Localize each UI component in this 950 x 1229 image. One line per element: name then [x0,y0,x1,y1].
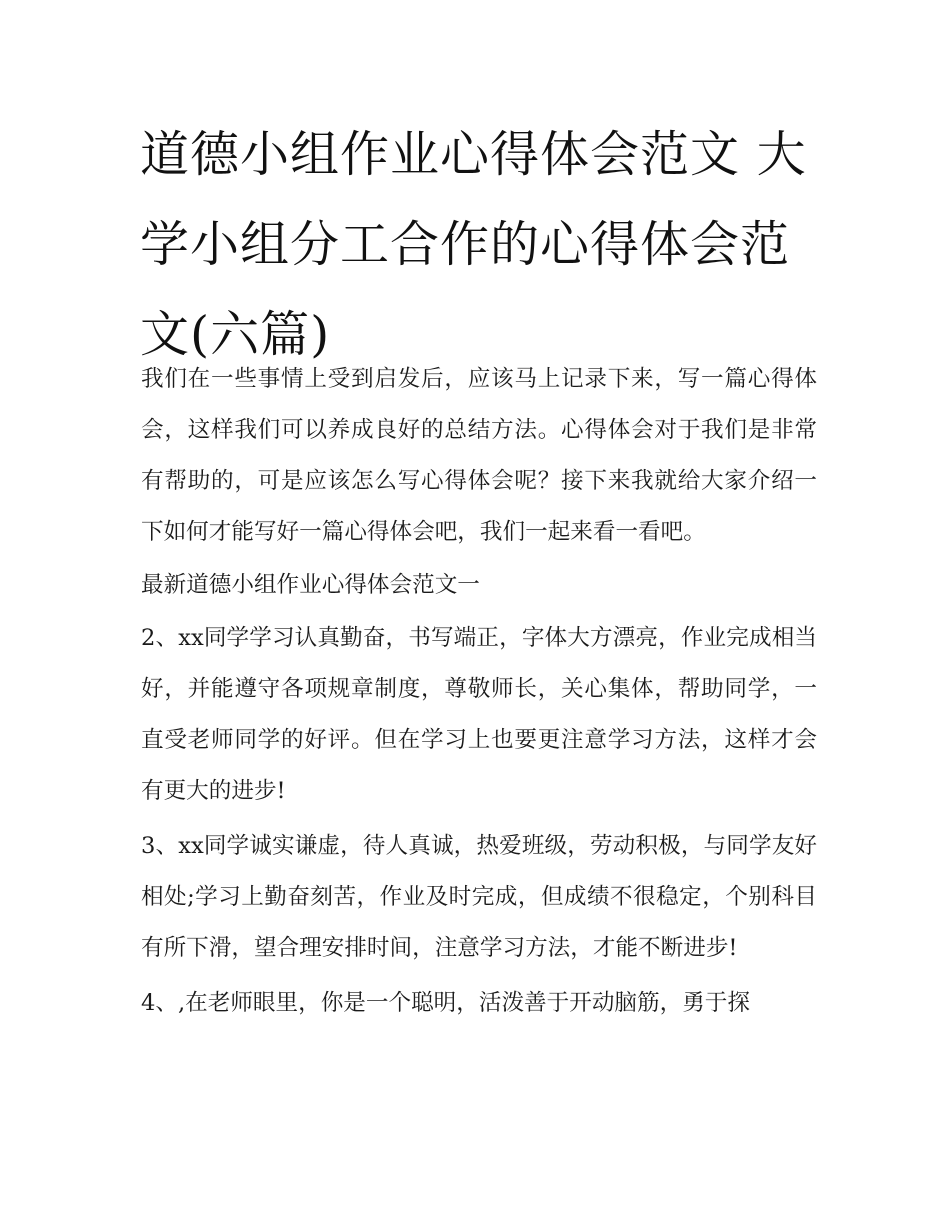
intro-paragraph: 我们在一些事情上受到启发后，应该马上记录下来，写一篇心得体会，这样我们可以养成良好的总结方法。心得体会对于我们是非常有帮助的，可是应该怎么写心得体会呢？接下来我就给大家介绍一下如何才能写好一篇心得体会吧，我们一起来看一看吧。 [141,366,817,545]
document-body [141,354,817,1029]
paragraph-item-3: 3、xx同学诚实谦虚，待人真诚，热爱班级，劳动积极，与同学友好相处;学习上勤奋刻苦，作业及时完成，但成绩不很稳定，个别科目有所下滑，望合理安排时间，注意学习方法，才能不断进步! [141,833,817,961]
section-heading: 最新道德小组作业心得体会范文一 [141,572,480,598]
paragraph-item-4: 4、,在老师眼里，你是一个聪明，活泼善于开动脑筋，勇于探 [141,990,750,1016]
document-title: 道德小组作业心得体会范文 大学小组分工合作的心得体会范文(六篇) [140,126,807,363]
paragraph-item-2: 2、xx同学学习认真勤奋，书写端正，字体大方漂亮，作业完成相当好，并能遵守各项规章制度，尊敬师长，关心集体，帮助同学，一直受老师同学的好评。但在学习上也要更注意学习方法，这样才会有更大的进步! [141,625,817,804]
